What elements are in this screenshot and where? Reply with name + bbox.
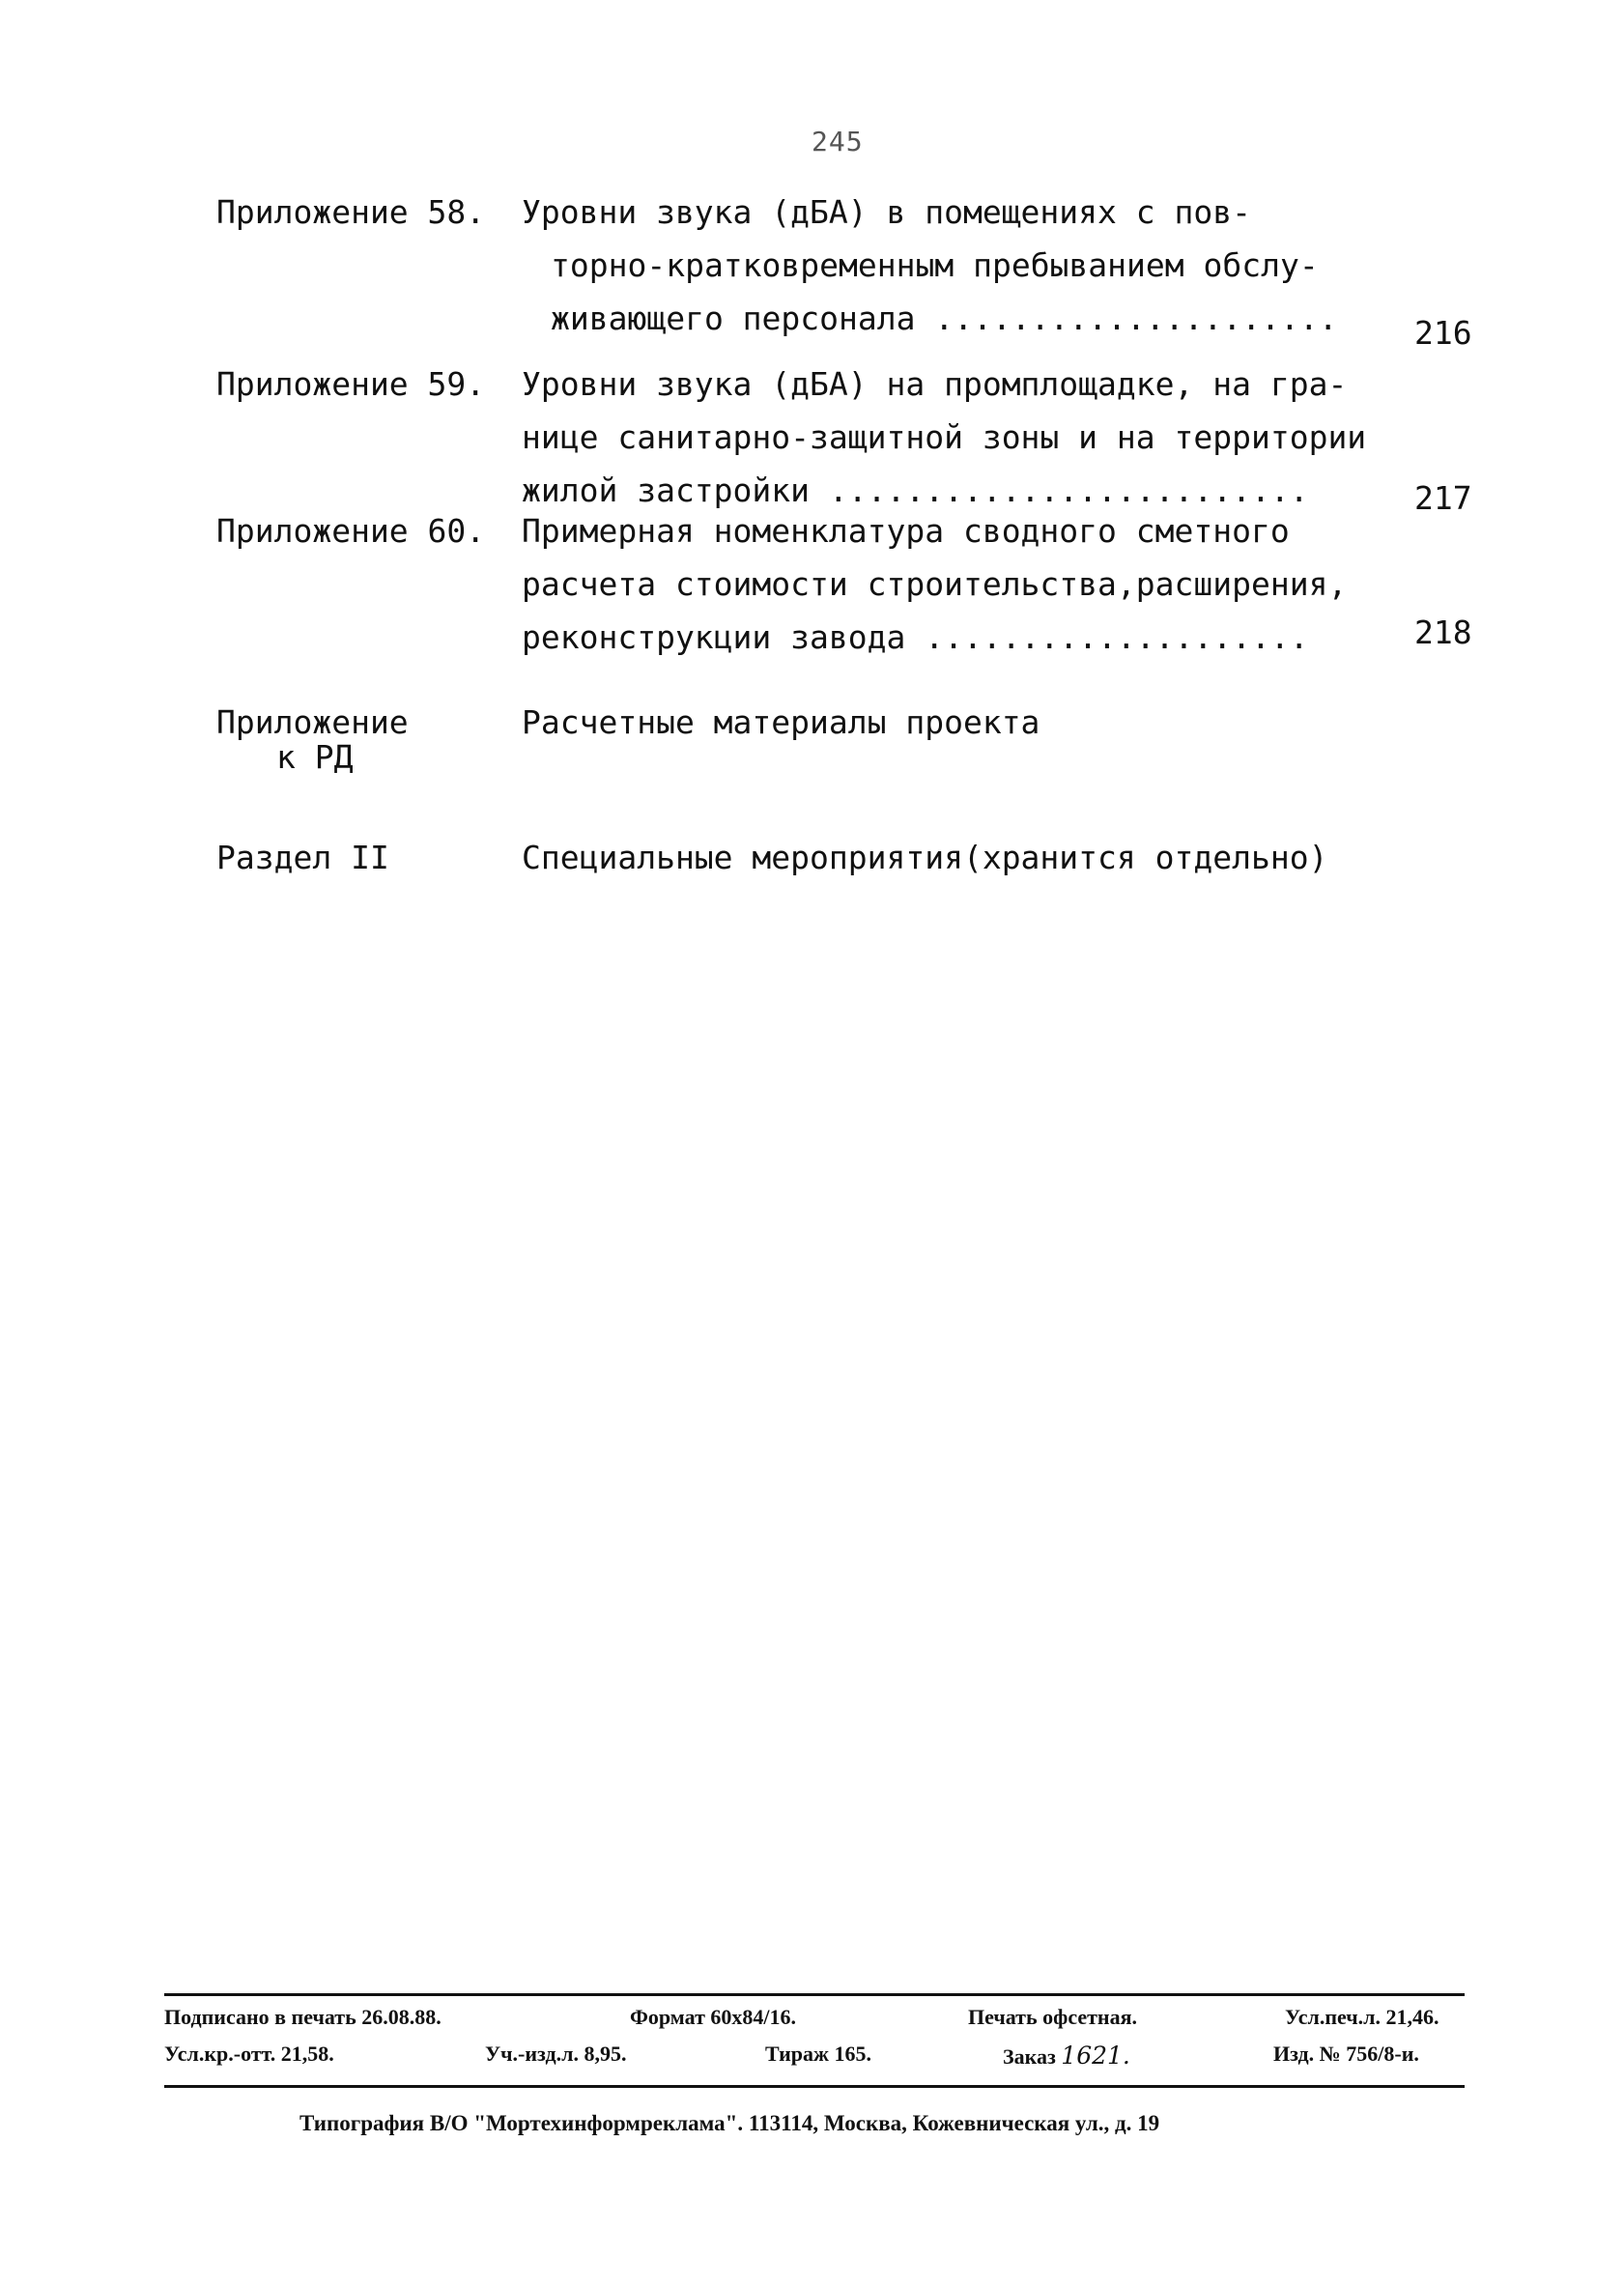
imprint-color-prints: Усл.кр.-отт. 21,58. (164, 2042, 334, 2066)
toc-entry-page: 216 (1414, 314, 1472, 352)
imprint-print-sheets: Усл.печ.л. 21,46. (1285, 2005, 1439, 2029)
imprint-order (1003, 2042, 1130, 2070)
toc-entry-title-line: Расчетные материалы проекта (522, 703, 1040, 741)
imprint-print-type: Печать офсетная. (968, 2005, 1138, 2029)
toc-entry-label: Приложение 59. (216, 365, 486, 403)
toc-entry-title (522, 357, 1449, 517)
toc-entry-title-line: Уровни звука (дБА) на промплощадке, на гра- (522, 365, 1348, 403)
imprint-edition-number: Изд. № 756/8-и. (1273, 2042, 1419, 2066)
toc-entry-title-line: расчета стоимости строительства,расширения, (522, 565, 1348, 603)
toc-entry-label: Приложение 60. (216, 512, 486, 550)
toc-entry-title-line: нице санитарно-защитной зоны и на территории (522, 418, 1367, 456)
imprint-print-run: Тираж 165. (765, 2042, 871, 2066)
toc-entry-title-line: жилой застройки ......................... (522, 471, 1309, 509)
imprint-printer: Типография В/О "Мортехинформреклама". 113114, Москва, Кожевническая ул., д. 19 (299, 2111, 1160, 2135)
imprint-publishing-sheets: Уч.-изд.л. 8,95. (485, 2042, 627, 2066)
toc-entry-page: 217 (1414, 479, 1472, 517)
toc-entry-title-line: торно-кратковременным пребыванием обслу- (551, 246, 1319, 284)
toc-entry-title-line: Специальные мероприятия(хранится отдельно) (522, 839, 1328, 876)
imprint-signed-date: Подписано в печать 26.08.88. (164, 2005, 442, 2029)
page-number: 245 (812, 126, 864, 157)
toc-entry-title-line: Примерная номенклатура сводного сметного (522, 512, 1290, 550)
toc-entry-page: 218 (1414, 614, 1472, 651)
toc-entry-title (522, 705, 1449, 740)
imprint-order-label: Заказ (1003, 2044, 1056, 2069)
toc-entry-label-line: к РД (276, 738, 354, 776)
toc-entry-label: Приложение 58. (216, 193, 486, 231)
imprint-order-number: 1621. (1061, 2042, 1130, 2070)
imprint-format: Формат 60x84/16. (630, 2005, 796, 2029)
toc-entry-title (522, 831, 1449, 884)
toc-entry-title (522, 504, 1449, 664)
toc-entry-label-line: Приложение (216, 703, 409, 741)
toc-entry-label: Раздел II (216, 839, 389, 876)
toc-entry-title-line: живающего персонала ..................... (551, 300, 1338, 337)
toc-entry-title-line: Уровни звука (дБА) в помещениях с пов- (522, 193, 1251, 231)
toc-entry-label (216, 705, 409, 775)
imprint-bottom-rule (164, 2085, 1465, 2088)
imprint-top-rule (164, 1993, 1465, 1996)
toc-entry-title (522, 186, 1449, 345)
toc-entry-title-line: реконструкции завода .................... (522, 618, 1309, 656)
